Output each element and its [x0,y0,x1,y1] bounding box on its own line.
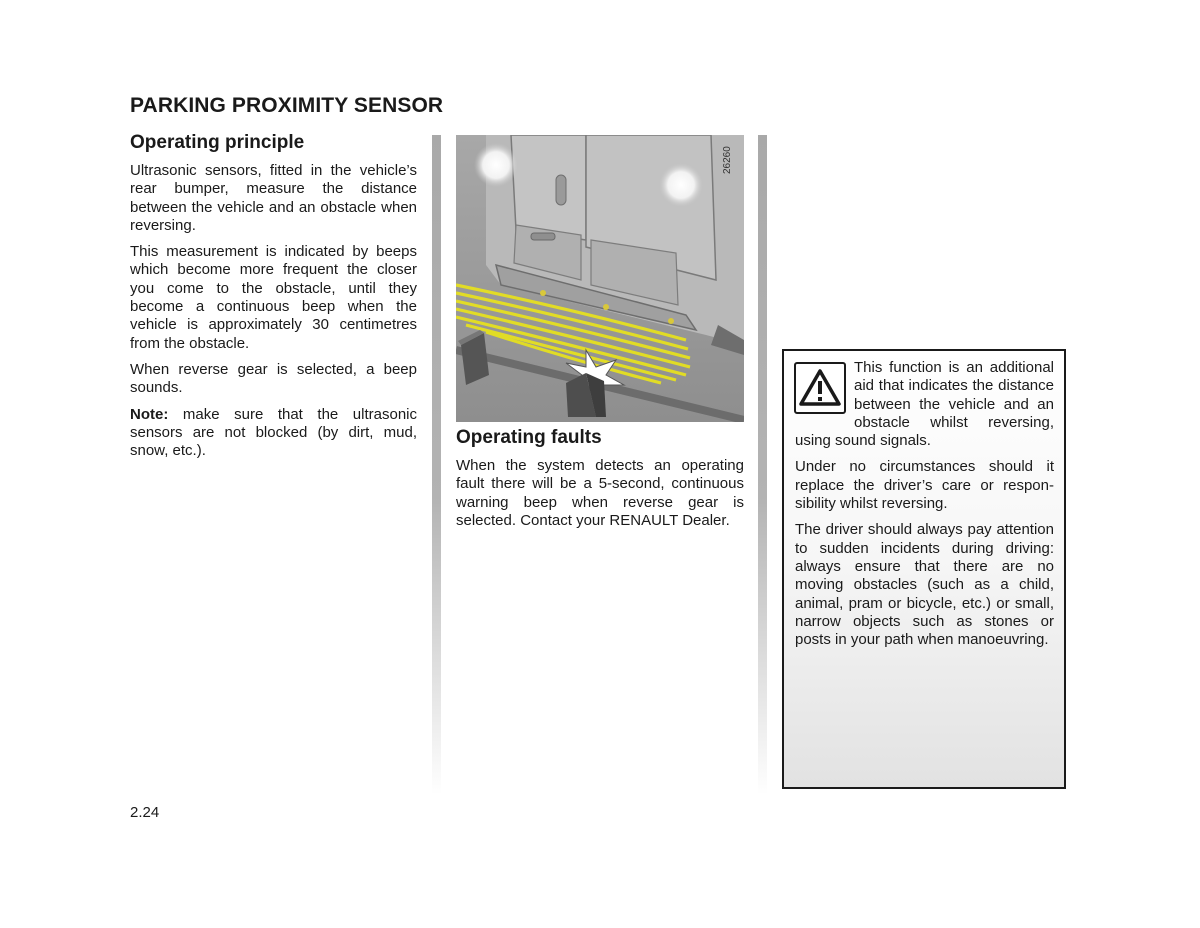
column-divider-right [758,135,767,795]
warning-paragraph-3: The driver should always pay attention to sudden incidents during driving: always ensure that there are no moving obstacles (such as a child, animal, pram or bicycle, etc.) or small, narrow objects such as stones or posts in your path when manoeuvring. [795,521,1054,649]
operating-principle-section [130,132,417,468]
operating-principle-heading: Operating principle [130,132,305,153]
image-reference-code: 26260 [722,146,733,174]
principle-paragraph-3: When reverse gear is selected, a beep sounds. [130,360,417,397]
warning-paragraph-2: Under no circumstances should it replace the driver’s care or responsibility whilst reversing. [795,458,1054,513]
van-sensor-icon [456,135,744,422]
rear-van-illustration [456,135,744,422]
operating-faults-heading: Operating faults [456,427,602,448]
warning-box [782,349,1066,789]
note-paragraph [130,406,417,461]
page-number: 2.24 [130,804,160,821]
page-title: PARKING PROXIMITY SENSOR [130,94,444,117]
principle-paragraph-1: Ultrasonic sensors, fitted in the vehicle’s rear bumper, measure the distance between the vehicle and an obstacle when reversing. [130,162,417,234]
warning-paragraph-1: This function is an additional aid that indicates the distance between the vehicle and an obstacle whilst reversing, using sound signals. [795,359,1054,450]
column-divider-left [432,135,441,795]
warning-triangle-icon [794,362,846,414]
note-text: make sure that the ultrasonic sensors are not blocked (by dirt, mud, snow, etc.). [130,405,417,460]
principle-paragraph-2: This measurement is indicated by beeps which become more frequent the closer you come to the obstacle, until they become a continuous beep when the vehicle is approximately 30 centimetres from the obstacle. [130,243,417,352]
faults-paragraph: When the system detects an operating fault there will be a 5-second, continuous warning beep when reverse gear is selected. Contact your RENAULT Dealer. [456,457,744,529]
operating-faults-section [456,427,744,538]
note-label: Note: [130,405,169,423]
